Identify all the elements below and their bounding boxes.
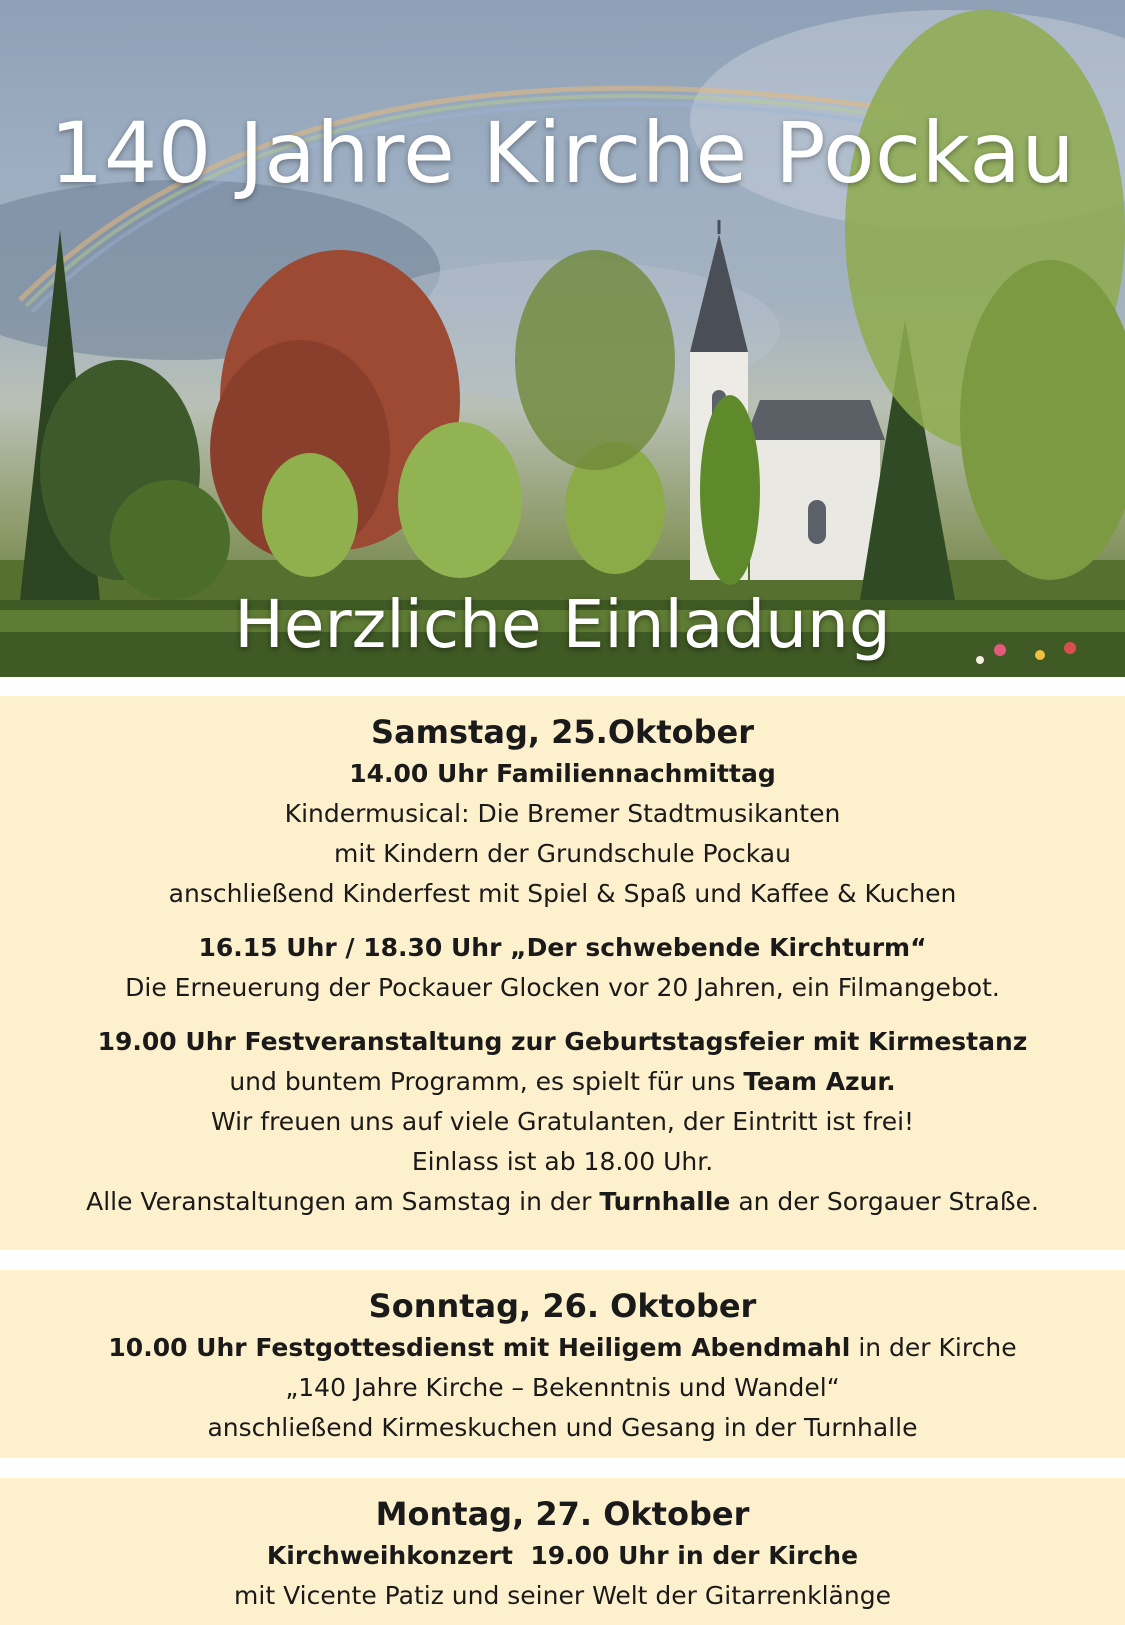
event-line: [0, 874, 1125, 914]
monday-date-heading: Montag, 27. Oktober: [375, 1495, 750, 1533]
event-line: [0, 834, 1125, 874]
bold-text: 19.00 Uhr Festveranstaltung zur Geburtstagsfeier mit Kirmestanz: [97, 1027, 1028, 1056]
invitation-heading: Herzliche Einladung: [234, 586, 891, 663]
bold-text: 14.00 Uhr Familiennachmittag: [349, 759, 776, 788]
text: anschließend Kinderfest mit Spiel & Spaß und Kaffee & Kuchen: [168, 879, 957, 908]
text: an der Sorgauer Straße.: [730, 1187, 1039, 1216]
event-line: [0, 1576, 1125, 1616]
event-line: [0, 1022, 1125, 1062]
bold-text: Kirchweihkonzert 19.00 Uhr in der Kirche: [266, 1541, 859, 1570]
text: Alle Veranstaltungen am Samstag in der: [86, 1187, 600, 1216]
event-line: [0, 794, 1125, 834]
text: Kindermusical: Die Bremer Stadtmusikanten: [284, 799, 841, 828]
sunday-panel: [0, 1270, 1125, 1458]
text: in der Kirche: [850, 1333, 1017, 1362]
event-line: [0, 968, 1125, 1008]
event-line: [0, 1102, 1125, 1142]
bold-text: 10.00 Uhr Festgottesdienst mit Heiligem Abendmahl: [108, 1333, 851, 1362]
text: Die Erneuerung der Pockauer Glocken vor 20 Jahren, ein Filmangebot.: [125, 973, 1000, 1002]
event-line: [0, 1368, 1125, 1408]
monday-panel: [0, 1478, 1125, 1625]
event-line: [0, 1062, 1125, 1102]
event-line: [0, 1328, 1125, 1368]
bold-text: Turnhalle: [599, 1187, 731, 1216]
text: „140 Jahre Kirche – Bekenntnis und Wandel“: [285, 1373, 840, 1402]
church-photo: [0, 0, 1125, 677]
bold-text: Team Azur.: [743, 1067, 896, 1096]
text: mit Vicente Patiz und seiner Welt der Gitarrenklänge: [234, 1581, 891, 1610]
page-title: 140 Jahre Kirche Pockau: [49, 104, 1076, 202]
sunday-date-heading: Sonntag, 26. Oktober: [368, 1287, 757, 1325]
text: und buntem Programm, es spielt für uns: [229, 1067, 744, 1096]
text: mit Kindern der Grundschule Pockau: [334, 839, 791, 868]
event-line: [0, 1182, 1125, 1222]
saturday-date-heading: Samstag, 25.Oktober: [371, 713, 754, 751]
text: Wir freuen uns auf viele Gratulanten, der Eintritt ist frei!: [210, 1107, 915, 1136]
event-line: [0, 754, 1125, 794]
event-line: [0, 1408, 1125, 1448]
saturday-panel: [0, 696, 1125, 1250]
event-line: [0, 1536, 1125, 1576]
event-line: [0, 1142, 1125, 1182]
text: anschließend Kirmeskuchen und Gesang in der Turnhalle: [207, 1413, 918, 1442]
bold-text: 16.15 Uhr / 18.30 Uhr „Der schwebende Kirchturm“: [198, 933, 927, 962]
church-landscape-illustration: [0, 0, 1125, 677]
event-line: [0, 928, 1125, 968]
text: Einlass ist ab 18.00 Uhr.: [411, 1147, 714, 1176]
